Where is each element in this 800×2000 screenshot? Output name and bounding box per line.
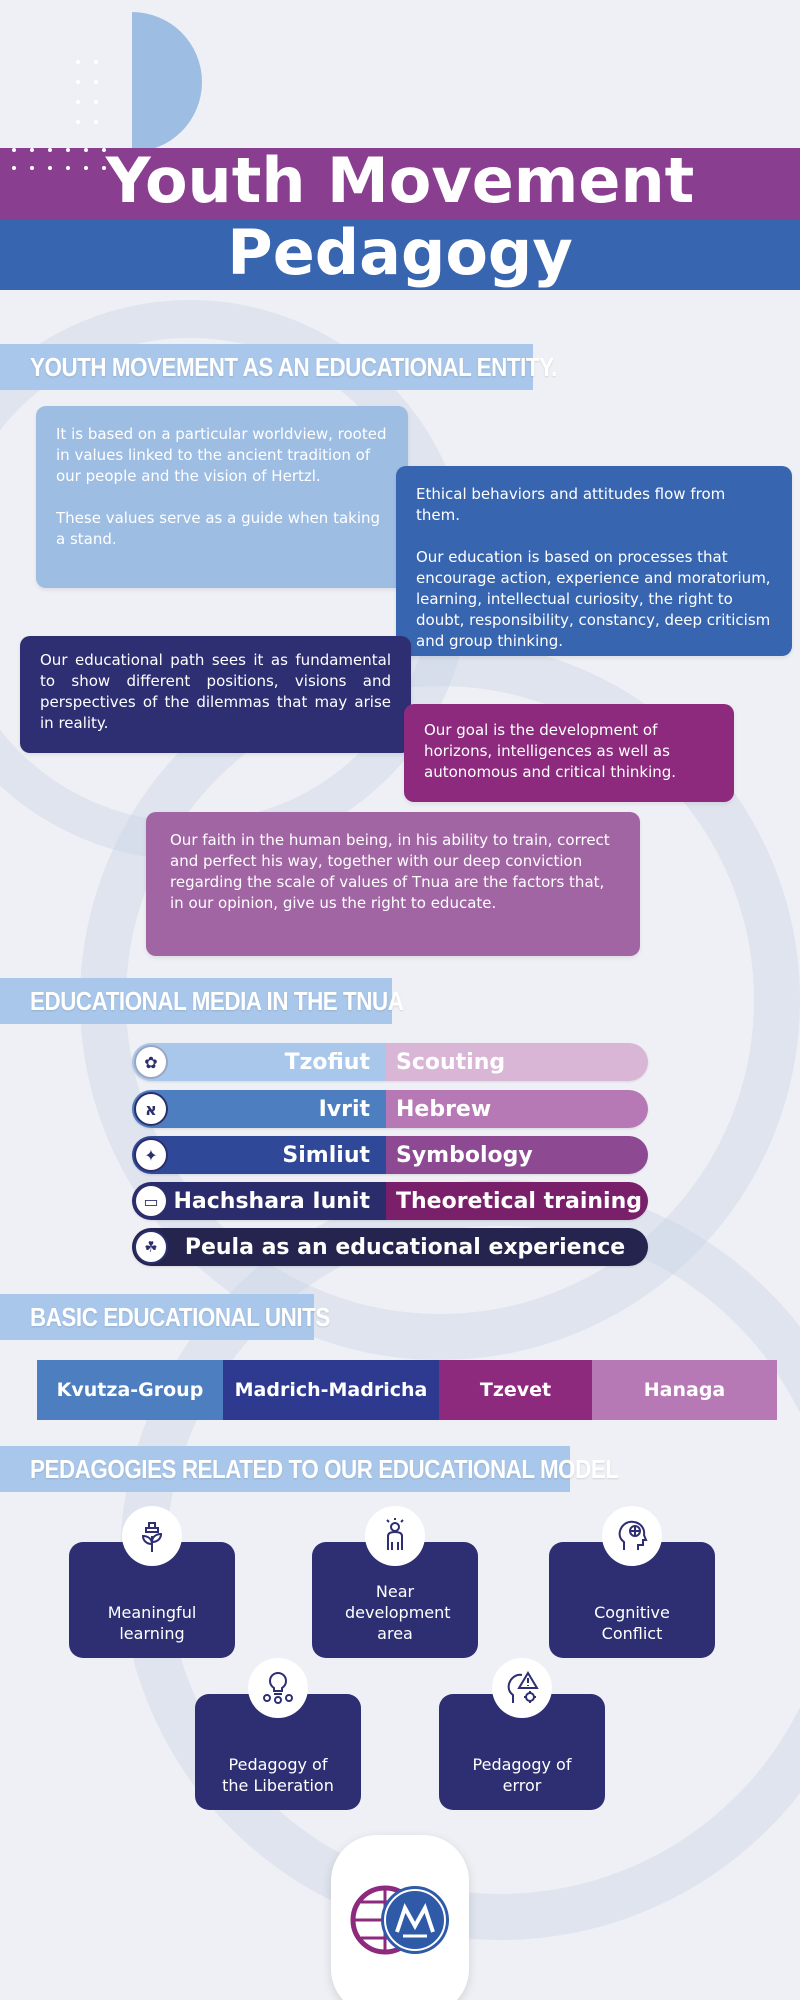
footer-logo-card — [331, 1835, 469, 2000]
section-heading-text: EDUCATIONAL MEDIA IN THE TNUA — [30, 985, 404, 1016]
unit-cell-hanaga: Hanaga — [592, 1360, 777, 1420]
pedagogy-card-label: Pedagogy of error — [472, 1755, 572, 1795]
head-warning-icon — [492, 1658, 552, 1718]
section-heading-pedagogies — [0, 1446, 619, 1492]
unit-cell-tzevet: Tzevet — [439, 1360, 592, 1420]
info-text: Ethical behaviors and attitudes flow from them. — [416, 485, 726, 524]
pedagogy-card-label: Pedagogy of the Liberation — [222, 1755, 334, 1795]
media-item-peula — [132, 1228, 648, 1266]
media-item-hebrew — [132, 1090, 648, 1128]
section-heading-text: BASIC EDUCATIONAL UNITS — [30, 1301, 330, 1332]
media-item-right-label: Theoretical training — [396, 1188, 642, 1214]
section-heading-educational-entity — [0, 344, 557, 390]
emblem-icon: ✦ — [134, 1138, 168, 1172]
media-item-right — [386, 1136, 648, 1174]
media-item-right — [386, 1182, 648, 1220]
organization-logo — [345, 1880, 455, 1960]
page-title-line1: Youth Movement — [105, 144, 695, 217]
info-box-educational-path — [20, 636, 411, 753]
section-heading-educational-media — [0, 978, 404, 1024]
pedagogy-card-label: Meaningful learning — [107, 1603, 197, 1643]
growth-idea-icon — [122, 1506, 182, 1566]
info-box-faith — [146, 812, 640, 956]
section-heading-text: PEDAGOGIES RELATED TO OUR EDUCATIONAL MODEL — [30, 1453, 619, 1484]
media-item-theoretical-training — [132, 1182, 648, 1220]
info-text: Our goal is the development of horizons, intelligences as well as autonomous and critical thinking. — [424, 721, 677, 781]
decorative-dots — [76, 60, 98, 124]
media-item-left — [132, 1043, 386, 1081]
media-item-right — [386, 1043, 648, 1081]
media-item-left-label: Simliut — [282, 1142, 370, 1168]
info-box-goal — [404, 704, 734, 802]
hebrew-letter-icon: א — [134, 1092, 168, 1126]
section-heading-text: YOUTH MOVEMENT AS AN EDUCATIONAL ENTITY. — [30, 351, 557, 382]
media-item-right-label: Symbology — [396, 1142, 533, 1168]
educational-units-row — [37, 1360, 777, 1420]
unit-cell-madrich: Madrich-Madricha — [223, 1360, 439, 1420]
info-text: Our educational path sees it as fundamental to show different positions, visions and perspectives of the dilemmas that may arise in reality. — [40, 651, 391, 732]
media-item-left-label: Hachshara Iunit — [173, 1188, 370, 1214]
media-item-right — [386, 1090, 648, 1128]
media-item-symbology — [132, 1136, 648, 1174]
info-box-worldview — [36, 406, 408, 588]
media-item-left — [132, 1182, 386, 1220]
pedagogy-card-label: Near development area — [345, 1582, 451, 1643]
media-item-left — [132, 1136, 386, 1174]
unit-cell-kvutza: Kvutza-Group — [37, 1360, 223, 1420]
media-item-scouting — [132, 1043, 648, 1081]
scouting-emblem-icon: ✿ — [134, 1045, 168, 1079]
person-icon — [365, 1506, 425, 1566]
info-text: Our education is based on processes that encourage action, experience and moratorium, learning, intellectual curiosity, the right to doubt, responsibility, constancy, deep criticism and group thinking. — [416, 548, 771, 650]
section-heading-basic-units — [0, 1294, 330, 1340]
info-text: It is based on a particular worldview, rooted in values linked to the ancient tradition of our people and the vision of Hertzl. — [56, 425, 387, 485]
media-item-right-label: Scouting — [396, 1049, 506, 1075]
page-title-line2: Pedagogy — [227, 216, 573, 289]
info-text: These values serve as a guide when taking a stand. — [56, 509, 381, 548]
info-text: Our faith in the human being, in his ability to train, correct and perfect his way, together with our deep conviction regarding the scale of values of Tnua are the factors that, in our opinion, give us the right to educate. — [170, 831, 610, 912]
lightbulb-group-icon — [248, 1658, 308, 1718]
media-item-left-label: Ivrit — [318, 1096, 370, 1122]
book-icon: ▭ — [134, 1184, 168, 1218]
pedagogy-card-label: Cognitive Conflict — [594, 1603, 670, 1643]
media-item-left-label: Tzofiut — [284, 1049, 370, 1075]
info-box-ethical-behaviors — [396, 466, 792, 656]
head-brain-icon — [602, 1506, 662, 1566]
media-item-full-label: Peula as an educational experience — [184, 1234, 626, 1260]
activity-icon: ☘ — [134, 1230, 168, 1264]
media-item-right-label: Hebrew — [396, 1096, 492, 1122]
media-item-left — [132, 1090, 386, 1128]
